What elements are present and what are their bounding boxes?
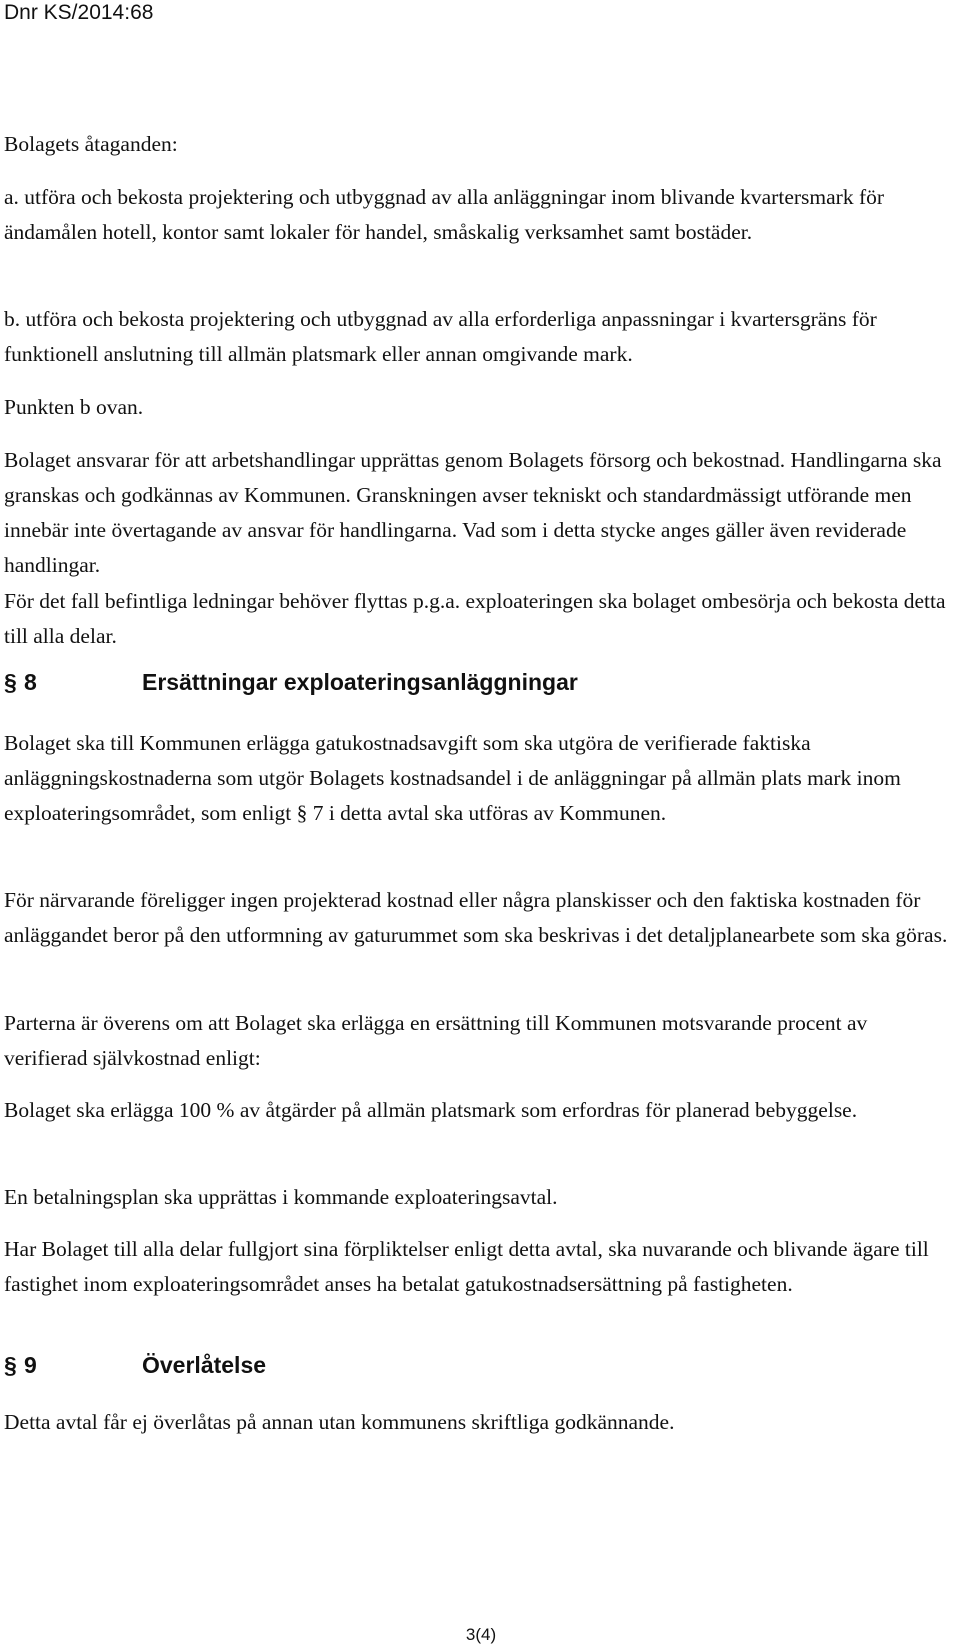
page-number: 3(4) [465, 1625, 497, 1644]
document-reference: Dnr KS/2014:68 [4, 1, 154, 24]
commitments-heading: Bolagets åtaganden: [4, 132, 178, 156]
section-9-heading [4, 1350, 266, 1380]
section-symbol: § [4, 1352, 17, 1378]
section-8-paragraph-5: En betalningsplan ska upprättas i kommande exploateringsavtal. [4, 1185, 558, 1209]
commitment-item-a: a. utföra och bekosta projektering och utbyggnad av alla anläggningar inom blivande kvartersmark för ändamålen hotell, kontor samt lokaler för handel, småskalig verksamhet samt bostäder. [4, 185, 885, 244]
section-8-paragraph-6: Har Bolaget till alla delar fullgjort sina förpliktelser enligt detta avtal, ska nuvarande och blivande ägare till fastighet inom exploateringsområdet anses ha betalat gatukostnadsersättning på fastigheten. [4, 1237, 929, 1296]
responsibility-paragraph: Bolaget ansvarar för att arbetshandlingar upprättas genom Bolagets försorg och bekostnad. Handlingarna ska granskas och godkännas av Kommunen. Granskningen avser tekniskt och standardmässigt utförande men innebär inte övertagande av ansvar för handlingarna. Vad som i detta stycke anges gäller även reviderade handlingar. [4, 448, 942, 577]
section-8-paragraph-3: Parterna är överens om att Bolaget ska erlägga en ersättning till Kommunen motsvarande procent av verifierad självkostnad enligt: [4, 1011, 868, 1070]
section-8-paragraph-1: Bolaget ska till Kommunen erlägga gatukostnadsavgift som ska utgöra de verifierade faktiska anläggningskostnaderna som utgör Bolagets kostnadsandel i de anläggningar på allmän plats mark inom exploateringsområdet, som enligt § 7 i detta avtal ska utföras av Kommunen. [4, 731, 901, 825]
utilities-paragraph: För det fall befintliga ledningar behöver flyttas p.g.a. exploateringen ska bolaget ombesörja och bekosta detta till alla delar. [4, 589, 946, 648]
section-symbol: § [4, 669, 17, 695]
commitment-note: Punkten b ovan. [4, 395, 144, 419]
section-8-paragraph-2: För närvarande föreligger ingen projekterad kostnad eller några planskisser och den faktiska kostnaden för anläggandet beror på den utformning av gaturummet som ska beskrivas i det detaljplanearbete som ska göras. [4, 888, 948, 947]
section-number: 9 [24, 1352, 37, 1378]
section-number: 8 [24, 669, 37, 695]
section-title: Ersättningar exploateringsanläggningar [142, 669, 578, 695]
section-9-paragraph-1: Detta avtal får ej överlåtas på annan utan kommunens skriftliga godkännande. [4, 1410, 675, 1434]
section-8-paragraph-4: Bolaget ska erlägga 100 % av åtgärder på allmän platsmark som erfordras för planerad bebyggelse. [4, 1098, 858, 1122]
section-title: Överlåtelse [142, 1352, 267, 1378]
section-8-heading [4, 667, 578, 697]
page-footer [0, 1624, 960, 1646]
commitment-item-b: b. utföra och bekosta projektering och utbyggnad av alla erforderliga anpassningar i kvartersgräns för funktionell anslutning till allmän platsmark eller annan omgivande mark. [4, 307, 877, 366]
